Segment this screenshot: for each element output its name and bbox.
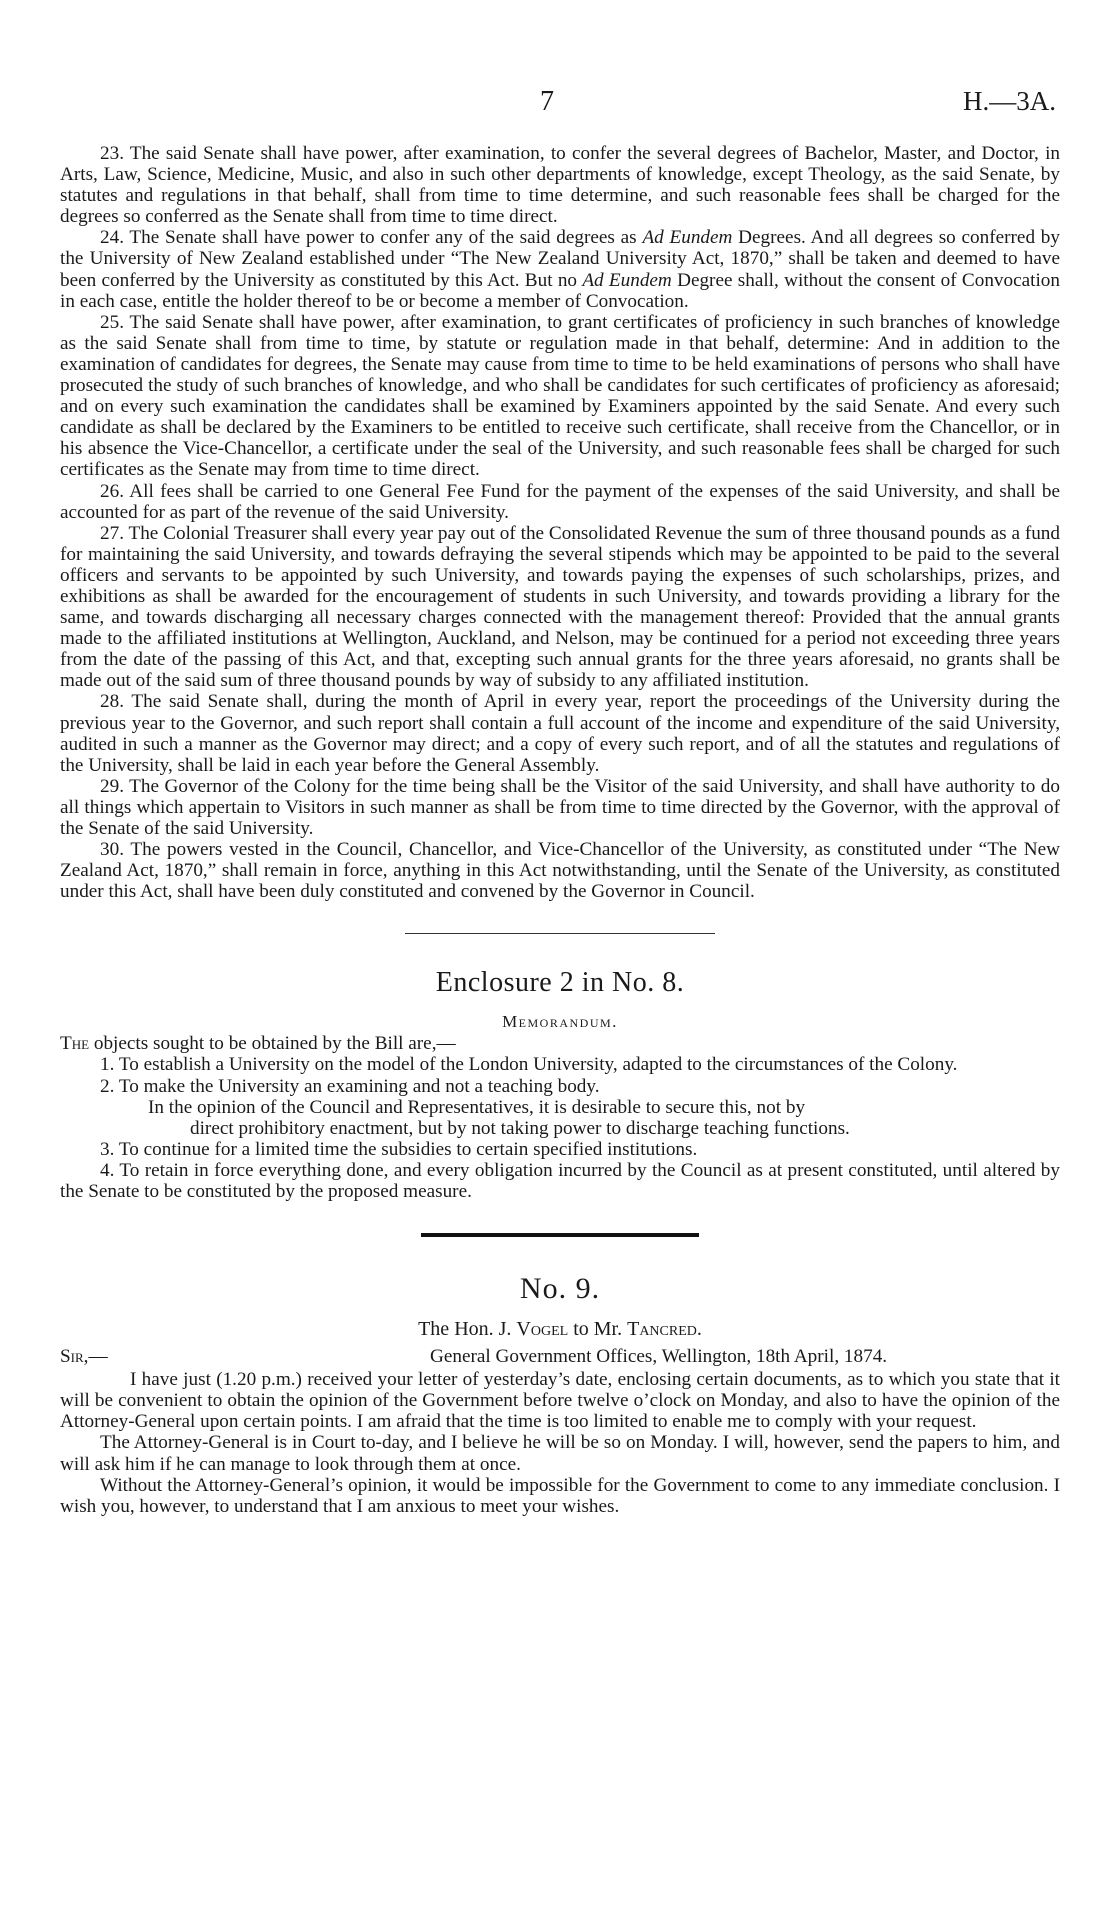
section-26: 26. All fees shall be carried to one General Fee Fund for the payment of the expenses of the said University, and shall be accounted for as part of the revenue of the said University. xyxy=(60,480,1060,523)
enclosure-title: Enclosure 2 in No. 8. xyxy=(435,967,685,999)
page-header xyxy=(0,86,1114,126)
letter-heading: The Hon. J. Vogel to Mr. Tancred. xyxy=(418,1318,702,1341)
letter-number-title: No. 9. xyxy=(519,1272,601,1306)
section-29: 29. The Governor of the Colony for the time being shall be the Visitor of the said University, and shall have authority to do all things which appertain to Visitors in such manner as shall be from time to time directed by the Governor, with the approval of the Senate of the said University. xyxy=(60,775,1060,839)
page-number: 7 xyxy=(540,86,554,117)
letter-paragraph-1: I have just (1.20 p.m.) received your letter of yesterday’s date, enclosing certain documents, as to which you state that it will be convenient to obtain the opinion of the Government before twelve o’clock on Monday, and also to have the opinion of the Attorney-General upon certain points. I am afraid that the time is too limited to enable me to comply with your request. xyxy=(60,1369,1060,1433)
memorandum-item-3: 3. To continue for a limited time the subsidies to certain specified institutions. xyxy=(100,1138,698,1160)
memorandum-item-2-note-cont: direct prohibitory enactment, but by not taking power to discharge teaching functions. xyxy=(190,1117,850,1139)
letter-address-line xyxy=(60,1346,1060,1369)
letter-salutation: Sir,— xyxy=(60,1346,108,1368)
ad-eundem-term: Ad Eundem xyxy=(642,227,733,249)
letter-divider xyxy=(421,1233,699,1237)
section-30: 30. The powers vested in the Council, Chancellor, and Vice-Chancellor of the University, as constituted under “The New Zealand Act, 1870,” shall remain in force, anything in this Act notwithstanding, until the Senate of the University, as constituted under this Act, shall have been duly constituted and convened by the Governor in Council. xyxy=(60,839,1060,903)
letter-paragraph-3: Without the Attorney-General’s opinion, it would be impossible for the Government to come to any immediate conclusion. I wish you, however, to understand that I am anxious to meet your wishes. xyxy=(60,1474,1060,1517)
document-reference: H.—3A. xyxy=(963,86,1056,116)
memorandum-title: Memorandum. xyxy=(502,1012,618,1032)
body-text xyxy=(60,143,1060,1517)
section-24: 24. The Senate shall have power to confer any of the said degrees as Ad Eundem Degrees. And all degrees so conferred by the University of New Zealand established under “The New Zealand University Act, 1870,” shall be taken and deemed to have been conferred by the University as constituted by this Act. But no Ad Eundem Degree shall, without the consent of Convocation in each case, entitle the holder thereof to be or become a member of Convocation. xyxy=(60,227,1060,312)
section-27: 27. The Colonial Treasurer shall every year pay out of the Consolidated Revenue the sum of three thousand pounds as a fund for maintaining the said University, and towards defraying the several stipends which may be appointed to be paid to the several officers and servants to be appointed by such University, and towards paying the expenses of such scholarships, prizes, and exhibitions as shall be awarded for the encouragement of students in such University, and towards providing a library for the same, and towards discharging all necessary charges connected with the management thereof: Provided that the annual grants made to the affiliated institutions at Wellington, Auckland, and Nelson, may be continued for a period not exceeding three years from the date of the passing of this Act, and that, excepting such annual grants for the three years aforesaid, no grants shall be made out of the said sum of three thousand pounds by way of subsidy to any affiliated institution. xyxy=(60,522,1060,692)
section-25: 25. The said Senate shall have power, after examination, to grant certificates of proficiency in such branches of knowledge as the said Senate shall from time to time, by statute or regulation made in that behalf, determine: And in addition to the examination of candidates for degrees, the Senate may cause from time to time to be held examinations of persons who shall have prosecuted the study of such branches of knowledge, and who shall be candidates for such certificates of proficiency as aforesaid; and on every such examination the candidates shall be examined by Examiners appointed by the said Senate. And every such candidate as shall be declared by the Examiners to be entitled to receive such certificate, shall receive from the Chancellor, or in his absence the Vice-Chancellor, a certificate under the seal of the University, and such reasonable fees shall be charged for such certificates as the Senate may from time to time direct. xyxy=(60,311,1060,481)
section-divider xyxy=(405,933,715,934)
section-23: 23. The said Senate shall have power, after examination, to confer the several degrees of Bachelor, Master, and Doctor, in Arts, Law, Science, Medicine, Music, and also in such other departments of knowledge, except Theology, as the said Senate, by statutes and regulations in that behalf, shall from time to time determine, and such reasonable fees shall be charged for the degrees so conferred as the Senate shall from time to time direct. xyxy=(60,143,1060,228)
memorandum-intro: The objects sought to be obtained by the Bill are,— xyxy=(60,1033,456,1055)
letter-office-date: General Government Offices, Wellington, 18th April, 1874. xyxy=(430,1346,888,1368)
section-28: 28. The said Senate shall, during the month of April in every year, report the proceedings of the University during the previous year to the Governor, and such report shall contain a full account of the income and expenditure of the said University, audited in such a manner as the Governor may direct; and a copy of every such report, and of all the statutes and regulations of the University, shall be laid in each year before the General Assembly. xyxy=(60,691,1060,776)
letter-paragraph-2: The Attorney-General is in Court to-day, and I believe he will be so on Monday. I will, however, send the papers to him, and will ask him if he can manage to look through them at once. xyxy=(60,1432,1060,1475)
ad-eundem-term: Ad Eundem xyxy=(582,269,672,291)
memorandum-item-2: 2. To make the University an examining and not a teaching body. xyxy=(100,1075,600,1097)
memorandum-item-2-note: In the opinion of the Council and Representatives, it is desirable to secure this, not by xyxy=(148,1096,806,1118)
memorandum-item-1: 1. To establish a University on the model of the London University, adapted to the circumstances of the Colony. xyxy=(100,1054,958,1076)
memorandum-item-4: 4. To retain in force everything done, and every obligation incurred by the Council as at present constituted, until altered by the Senate to be constituted by the proposed measure. xyxy=(60,1159,1060,1203)
